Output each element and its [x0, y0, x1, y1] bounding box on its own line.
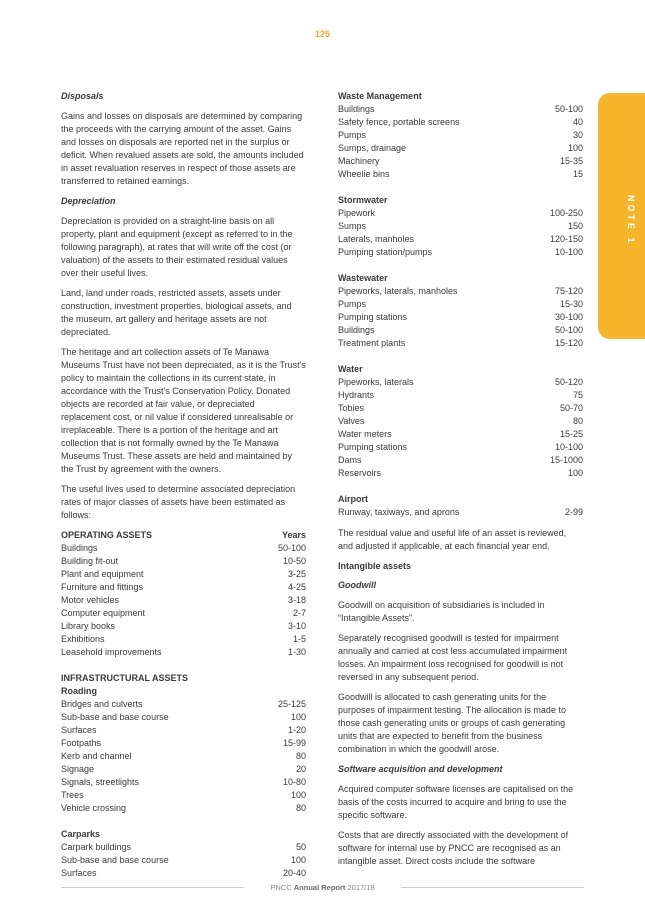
- asset-years: 50-100: [554, 325, 583, 335]
- stormwater-title: Stormwater: [338, 195, 388, 205]
- asset-name: Hydrants: [338, 390, 375, 400]
- asset-row: [338, 285, 583, 298]
- asset-name: Tobies: [338, 403, 365, 413]
- asset-name: Buildings: [338, 104, 375, 114]
- disposals-heading: Disposals: [61, 91, 104, 101]
- roading-table: [61, 685, 306, 815]
- carparks-table: [61, 828, 306, 880]
- asset-row: [338, 324, 583, 337]
- footer-year: 2017/18: [347, 883, 375, 892]
- asset-years: 25-125: [277, 699, 306, 709]
- asset-row: [338, 467, 583, 480]
- asset-years: 15-120: [554, 338, 583, 348]
- asset-years: 15-30: [559, 299, 583, 309]
- asset-name: Pumps: [338, 299, 367, 309]
- asset-row: [338, 311, 583, 324]
- asset-row: [338, 428, 583, 441]
- asset-row: [338, 337, 583, 350]
- asset-name: Signals, streetlights: [61, 777, 140, 787]
- footer-title: Annual Report: [293, 883, 346, 892]
- asset-years: 10-100: [554, 247, 583, 257]
- asset-row: [338, 220, 583, 233]
- asset-name: Sub-base and base course: [61, 855, 169, 865]
- asset-years: 15: [572, 169, 583, 179]
- asset-years: 50-100: [554, 104, 583, 114]
- asset-name: Water meters: [338, 429, 392, 439]
- asset-row: [61, 867, 306, 880]
- asset-row: [61, 776, 306, 789]
- asset-name: Wheelie bins: [338, 169, 390, 179]
- asset-row: [61, 581, 306, 594]
- asset-name: Surfaces: [61, 725, 97, 735]
- asset-years: 100: [290, 712, 306, 722]
- waste-management-title: Waste Management: [338, 91, 422, 101]
- asset-name: Pumping station/pumps: [338, 247, 433, 257]
- goodwill-heading: Goodwill: [338, 580, 376, 590]
- asset-row: [338, 376, 583, 389]
- asset-row: [338, 298, 583, 311]
- asset-years: 2-99: [564, 507, 583, 517]
- asset-years: 75: [572, 390, 583, 400]
- goodwill-paragraph: Goodwill is allocated to cash generating units for the purposes of impairment testing. The allocation is made to those cash generating units or groups of cash generating units that are expected to benefit from the business combination in which the goodwill arose.: [338, 692, 566, 754]
- depreciation-heading: Depreciation: [61, 196, 116, 206]
- asset-name: Exhibitions: [61, 634, 105, 644]
- asset-name: Furniture and fittings: [61, 582, 144, 592]
- asset-row: [338, 402, 583, 415]
- asset-row: [338, 116, 583, 129]
- asset-row: [338, 207, 583, 220]
- asset-years: 100: [290, 790, 306, 800]
- goodwill-paragraph: Separately recognised goodwill is tested for impairment annually and carried at cost less accumulated impairment losses. An impairment loss recognised for goodwill is not reversed in any subsequent period.: [338, 633, 568, 682]
- asset-name: Library books: [61, 621, 116, 631]
- disposals-text: Gains and losses on disposals are determined by comparing the proceeds with the carrying amount of the asset. Gains and losses on disposals are reported net in the surplus or deficit. When revalued assets are sold, the amounts included in asset revaluation reserves in respect of those assets are transferred to retained earnings.: [61, 111, 304, 186]
- asset-name: Treatment plants: [338, 338, 406, 348]
- asset-name: Carpark buildings: [61, 842, 132, 852]
- asset-years: 100: [567, 468, 583, 478]
- asset-years: 15-99: [282, 738, 306, 748]
- asset-name: Motor vehicles: [61, 595, 120, 605]
- asset-row: [61, 789, 306, 802]
- asset-name: Pipeworks, laterals, manholes: [338, 286, 458, 296]
- asset-name: Signage: [61, 764, 95, 774]
- asset-name: Surfaces: [61, 868, 97, 878]
- operating-assets-title: OPERATING ASSETS: [61, 530, 153, 540]
- depreciation-paragraph: Land, land under roads, restricted assets, assets under construction, investment properties, biological assets, and the museum, art gallery and heritage assets are not depreciated.: [61, 288, 292, 337]
- asset-years: 120-150: [549, 234, 583, 244]
- note-tab-label: NOTE 1: [626, 195, 636, 246]
- footer-org: PNCC: [270, 883, 292, 892]
- asset-years: 20: [295, 764, 306, 774]
- asset-years: 100-250: [549, 208, 583, 218]
- asset-name: Sumps: [338, 221, 367, 231]
- right-column: [338, 90, 583, 875]
- asset-row: [338, 246, 583, 259]
- asset-years: 50-100: [277, 543, 306, 553]
- asset-name: Computer equipment: [61, 608, 146, 618]
- asset-row: [61, 607, 306, 620]
- goodwill-paragraph: Goodwill on acquisition of subsidiaries is included in “Intangible Assets”.: [338, 600, 545, 623]
- asset-row: [61, 750, 306, 763]
- asset-years: 50: [295, 842, 306, 852]
- roading-title: Roading: [61, 686, 97, 696]
- asset-years: 50-120: [554, 377, 583, 387]
- asset-years: 20-40: [282, 868, 306, 878]
- stormwater-table: [338, 194, 583, 259]
- asset-years: 15-25: [559, 429, 583, 439]
- carparks-title: Carparks: [61, 829, 101, 839]
- asset-row: [61, 854, 306, 867]
- asset-row: [338, 168, 583, 181]
- asset-years: 15-35: [559, 156, 583, 166]
- airport-table: [338, 493, 583, 519]
- asset-years: 100: [567, 143, 583, 153]
- asset-years: 3-10: [287, 621, 306, 631]
- software-heading: Software acquisition and development: [338, 764, 503, 774]
- asset-name: Sub-base and base course: [61, 712, 169, 722]
- asset-row: [61, 633, 306, 646]
- asset-years: 3-18: [287, 595, 306, 605]
- asset-row: [61, 646, 306, 659]
- asset-years: 2-7: [292, 608, 306, 618]
- asset-name: Plant and equipment: [61, 569, 144, 579]
- depreciation-paragraph: The heritage and art collection assets of Te Manawa Museums Trust have not been depreciated, as it is the Trust's policy to maintain the collections in its current state, in accordance with the Trust's Conservation Policy. Donated objects are recorded at fair value, or depreciated replacement cost, or nil value if considered unrealisable or irreplaceable. There is a portion of the heritage and art collection that is not formally owned by the Te Manawa Museums Trust. These assets are held and maintained by the Trust by agreement with the owners.: [61, 347, 306, 474]
- software-paragraph: Acquired computer software licenses are capitalised on the basis of the costs incurred to acquire and bring to use the specific software.: [338, 784, 574, 820]
- asset-row: [61, 568, 306, 581]
- asset-row: [61, 841, 306, 854]
- asset-name: Sumps, drainage: [338, 143, 407, 153]
- operating-assets-table: [61, 529, 306, 659]
- asset-years: 1-5: [292, 634, 306, 644]
- asset-row: [338, 233, 583, 246]
- intangible-assets-heading: Intangible assets: [338, 561, 412, 571]
- asset-row: [338, 129, 583, 142]
- asset-row: [61, 555, 306, 568]
- asset-row: [338, 103, 583, 116]
- software-paragraph: Costs that are directly associated with the development of software for internal use by PNCC are recognised as an intangible asset. Direct costs include the software: [338, 830, 569, 866]
- water-title: Water: [338, 364, 363, 374]
- asset-row: [338, 389, 583, 402]
- asset-row: [61, 711, 306, 724]
- asset-name: Machinery: [338, 156, 380, 166]
- asset-name: Footpaths: [61, 738, 102, 748]
- asset-name: Buildings: [61, 543, 98, 553]
- asset-name: Building fit-out: [61, 556, 119, 566]
- asset-name: Vehicle crossing: [61, 803, 127, 813]
- asset-name: Valves: [338, 416, 365, 426]
- depreciation-paragraph: The useful lives used to determine associated depreciation rates of major classes of assets have been estimated as follows:: [61, 484, 296, 520]
- asset-years: 15-1000: [549, 455, 583, 465]
- asset-row: [338, 454, 583, 467]
- asset-row: [61, 724, 306, 737]
- asset-years: 150: [567, 221, 583, 231]
- asset-row: [338, 142, 583, 155]
- asset-years: 50-70: [559, 403, 583, 413]
- asset-years: 80: [295, 751, 306, 761]
- asset-row: [338, 415, 583, 428]
- asset-name: Pipeworks, laterals: [338, 377, 414, 387]
- footer: [0, 881, 645, 894]
- asset-row: [61, 542, 306, 555]
- wastewater-title: Wastewater: [338, 273, 388, 283]
- years-column-label: Years: [281, 530, 306, 540]
- asset-name: Pipework: [338, 208, 376, 218]
- asset-years: 10-50: [282, 556, 306, 566]
- asset-name: Reservoirs: [338, 468, 382, 478]
- asset-years: 4-25: [287, 582, 306, 592]
- asset-years: 80: [572, 416, 583, 426]
- asset-years: 80: [295, 803, 306, 813]
- asset-name: Safety fence, portable screens: [338, 117, 460, 127]
- asset-row: [338, 155, 583, 168]
- asset-row: [61, 698, 306, 711]
- waste-management-table: [338, 90, 583, 181]
- asset-years: 3-25: [287, 569, 306, 579]
- asset-row: [338, 441, 583, 454]
- asset-name: Dams: [338, 455, 362, 465]
- depreciation-paragraph: Depreciation is provided on a straight-line basis on all property, plant and equipment (except as referred to in the following paragraph), at rates that will write off the cost (or valuation) of the assets to their estimated residual values over their useful lives.: [61, 216, 293, 278]
- asset-years: 40: [572, 117, 583, 127]
- asset-row: [61, 802, 306, 815]
- asset-name: Pumps: [338, 130, 367, 140]
- asset-name: Laterals, manholes: [338, 234, 415, 244]
- asset-years: 100: [290, 855, 306, 865]
- residual-value-text: The residual value and useful life of an asset is reviewed, and adjusted if applicable, at each financial year end.: [338, 528, 567, 551]
- asset-row: [61, 763, 306, 776]
- asset-row: [61, 594, 306, 607]
- asset-name: Kerb and channel: [61, 751, 132, 761]
- asset-years: 10-100: [554, 442, 583, 452]
- asset-row: [338, 506, 583, 519]
- asset-name: Leasehold improvements: [61, 647, 162, 657]
- infrastructural-assets-title: INFRASTRUCTURAL ASSETS: [61, 673, 189, 683]
- asset-name: Trees: [61, 790, 84, 800]
- asset-row: [61, 737, 306, 750]
- asset-years: 1-20: [287, 725, 306, 735]
- asset-years: 75-120: [554, 286, 583, 296]
- wastewater-table: [338, 272, 583, 350]
- asset-name: Runway, taxiways, and aprons: [338, 507, 460, 517]
- asset-years: 1-30: [287, 647, 306, 657]
- left-column: [61, 90, 306, 893]
- asset-name: Pumping stations: [338, 442, 408, 452]
- asset-years: 10-80: [282, 777, 306, 787]
- asset-years: 30-100: [554, 312, 583, 322]
- airport-title: Airport: [338, 494, 368, 504]
- operating-assets-header: [61, 529, 306, 542]
- water-table: [338, 363, 583, 480]
- asset-row: [61, 620, 306, 633]
- asset-years: 30: [572, 130, 583, 140]
- page-number: 125: [314, 29, 331, 39]
- asset-name: Buildings: [338, 325, 375, 335]
- asset-name: Bridges and culverts: [61, 699, 143, 709]
- asset-name: Pumping stations: [338, 312, 408, 322]
